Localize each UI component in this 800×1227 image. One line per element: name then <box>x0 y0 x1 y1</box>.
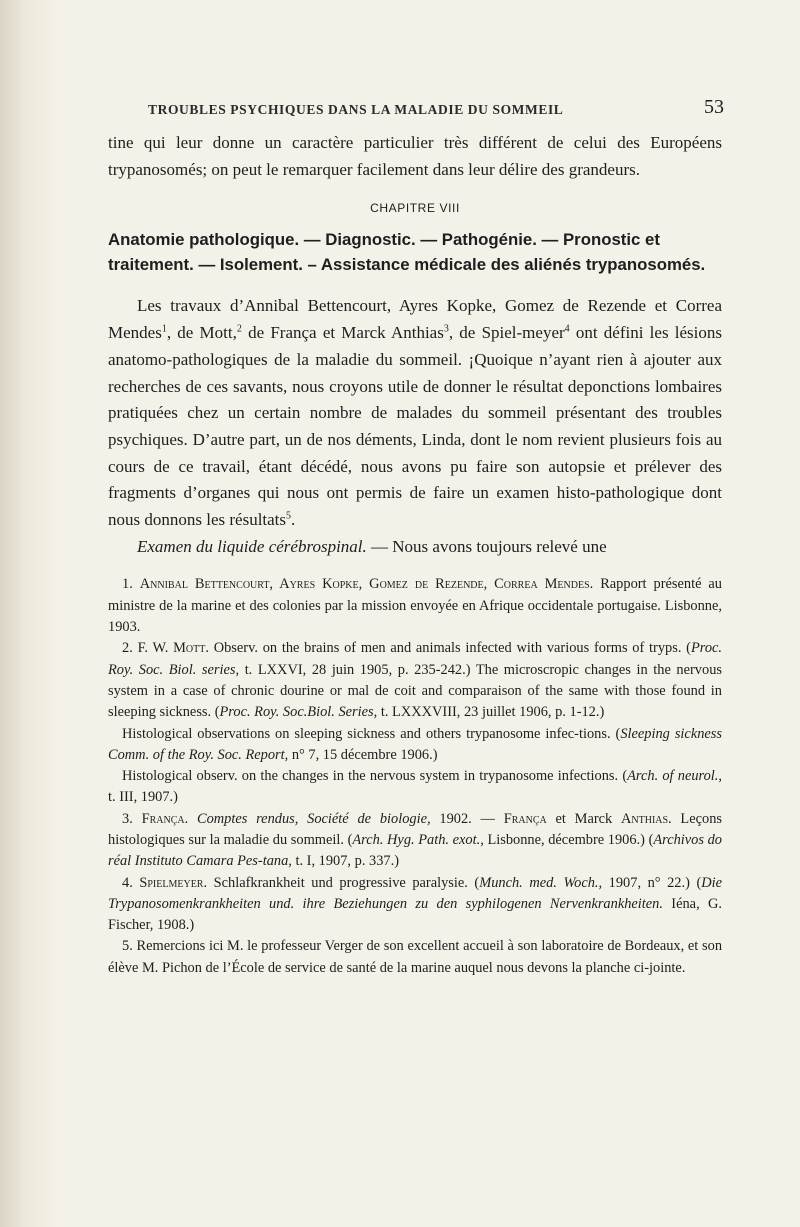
footnote-1 <box>108 574 722 638</box>
text-run: , de Mott, <box>166 323 237 343</box>
text-run: — Nous avons toujours relevé une <box>366 536 607 556</box>
text-run: , de Spiel-meyer <box>448 323 565 343</box>
footnote-source: Die Trypanosomenkrankheiten und. ihre Beziehungen zu den syphilogenen Nervenkrankheiten. <box>108 874 723 912</box>
footnote-2-continued <box>108 766 722 809</box>
footnote-3 <box>108 809 722 873</box>
footnote-ref: 3 <box>443 323 449 335</box>
chapter-title: Anatomie pathologique. — Diagnostic. — Pathogénie. — Pronostic et traitement. — Isolement. – Assistance médicale des aliénés trypanosomés. <box>108 230 706 275</box>
book-page <box>108 92 722 979</box>
footnote-authors: Spielmeyer. <box>139 874 208 891</box>
footnote-source: Proc. Roy. Soc. Biol. series, <box>108 640 723 678</box>
footnote-ref: 2 <box>236 323 242 335</box>
footnote-source: Proc. Roy. Soc.Biol. Series, <box>219 704 378 721</box>
footnote-5 <box>108 936 722 979</box>
footnote-authors: França. <box>141 810 189 827</box>
footnote-text: Histological observ. on the changes in the nervous system in trypanosome infections. ( <box>122 768 628 785</box>
footnote-source: Arch. of neurol., <box>627 768 722 785</box>
footnote-text: Observ. on the brains of men and animals infected with various forms of tryps. ( <box>208 640 691 657</box>
footnote-text: t. LXXVI, 28 juin 1905, p. 235-242.) The microscropic changes in the nervous system in a case of chronic dourine or mal de coit and comparaison of the same with those found in sleeping sickness. ( <box>108 661 722 721</box>
footnote-ref: 5 <box>286 510 292 522</box>
footnote-source: Arch. Hyg. Path. exot., <box>352 832 484 848</box>
footnote-number: 5. <box>122 938 137 955</box>
footnote-4 <box>108 873 722 937</box>
footnote-2-continued <box>108 724 722 767</box>
footnote-text: Iéna, G. Fischer, 1908.) <box>108 895 722 934</box>
page-header <box>108 92 722 122</box>
footnote-number: 4. <box>122 874 140 891</box>
footnote-text: Rapport présenté au ministre de la marine et des colonies par la mission envoyée en Afrique occidentale portugaise. Lisbonne, 1903. <box>108 576 722 636</box>
footnote-number: 2. <box>122 640 138 657</box>
footnote-authors: França <box>503 810 547 827</box>
text-run: ont défini les lésions anatomo-pathologiques de la maladie du sommeil. ¡Quoique n’ayant rien à ajouter aux recherches de ces savants, nous croyons utile de donner le résultat deponctions lombaires pratiquées chez un certain nombre de malades du sommeil présentant des troubles psychiques. D’autre part, un de nos déments, Linda, dont le nom revient plusieurs fois au cours de ce travail, étant décédé, nous avons pu faire son autopsie et prélever des fragments d’organes qui nous ont permis de faire un examen histo-pathologique dont nous donnons les résultats <box>108 323 723 530</box>
footnote-source: Sleeping sickness Comm. of the Roy. Soc. Report, <box>108 725 722 763</box>
footnote-text: Histological observations on sleeping sickness and others trypanosome infec-tions. ( <box>122 725 621 742</box>
text-run: . <box>291 510 296 530</box>
footnote-number: 3. <box>122 810 142 827</box>
footnote-authors: F. W. Mott. <box>137 640 209 657</box>
footnote-text: 1907, n° 22.) ( <box>602 874 702 891</box>
footnote-text: 1902. — <box>430 810 504 827</box>
footnotes <box>108 574 722 979</box>
footnote-text: t. LXXXVIII, 23 juillet 1906, p. 1-12.) <box>377 704 605 721</box>
footnote-source: Archivos do réal Instituto Camara Pes-tana, <box>108 832 722 870</box>
text-run: Les travaux d’Annibal Bettencourt, Ayres Kopke, Gomez de Rezende et Correa Mendes <box>108 296 722 343</box>
text-run: de França et Marck Anthias <box>241 323 444 343</box>
opening-paragraph: tine qui leur donne un caractère particulier très différent de celui des Européens trypanosomés; on peut le remarquer facilement dans leur délire des grandeurs. <box>108 133 722 179</box>
running-title: TROUBLES PSYCHIQUES DANS LA MALADIE DU SOMMEIL <box>148 102 564 117</box>
page-edge-shadow <box>0 0 60 1227</box>
section-paragraph <box>108 534 722 561</box>
footnote-text: Leçons histologiques sur la maladie du sommeil. ( <box>108 810 722 848</box>
footnote-ref: 1 <box>161 323 167 335</box>
footnote-text: et Marck <box>546 810 621 827</box>
footnote-authors: Anthias. <box>621 810 672 827</box>
footnote-text: t. III, 1907.) <box>108 789 178 806</box>
footnote-text: Schlafkrankheit und progressive paralysie. ( <box>207 874 480 891</box>
page-number: 53 <box>704 96 724 118</box>
section-heading: Examen du liquide cérébrospinal. <box>137 536 367 556</box>
body-paragraph <box>108 293 722 533</box>
footnote-ref: 4 <box>564 323 570 335</box>
footnote-2 <box>108 638 722 723</box>
footnote-text: t. I, 1907, p. 337.) <box>291 853 399 870</box>
footnote-source: Munch. med. Woch., <box>479 874 603 891</box>
footnote-text: n° 7, 15 décembre 1906.) <box>288 746 438 763</box>
footnote-source: Comptes rendus, Société de biologie, <box>188 810 431 827</box>
chapter-label: CHAPITRE VIII <box>370 201 460 216</box>
footnote-text: Lisbonne, décembre 1906.) ( <box>483 832 654 848</box>
footnote-text: Remercions ici M. le professeur Verger de son excellent accueil à son laboratoire de Bordeaux, et son élève M. Pichon de l’École de service de santé de la marine auquel nous devons la planche ci-jointe. <box>108 938 723 976</box>
footnote-authors: Annibal Bettencourt, Ayres Kopke, Gomez de Rezende, Correa Mendes. <box>139 576 594 593</box>
footnote-number: 1. <box>122 576 140 593</box>
